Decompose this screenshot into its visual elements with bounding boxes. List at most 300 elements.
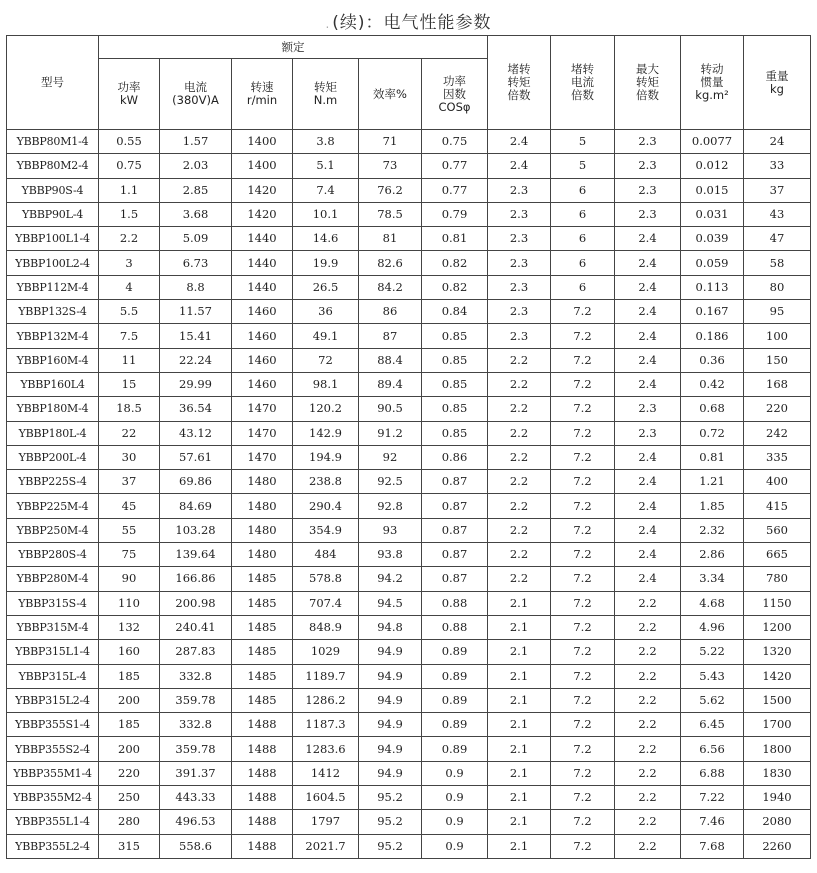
cell-value: 0.42 (681, 372, 744, 396)
cell-value: 7.2 (551, 688, 615, 712)
cell-value: 0.75 (422, 130, 488, 154)
cell-value: 22 (99, 421, 160, 445)
cell-value: 120.2 (293, 397, 359, 421)
cell-value: 238.8 (293, 470, 359, 494)
cell-value: 55 (99, 518, 160, 542)
cell-value: 1488 (232, 786, 293, 810)
cell-value: 0.167 (681, 300, 744, 324)
cell-value: 1480 (232, 494, 293, 518)
cell-value: 2.2 (488, 445, 551, 469)
cell-value: 185 (99, 713, 160, 737)
cell-value: 94.9 (359, 640, 422, 664)
cell-value: 443.33 (160, 786, 232, 810)
cell-value: 94.9 (359, 713, 422, 737)
cell-value: 332.8 (160, 664, 232, 688)
cell-model: YBBP355L1-4 (7, 810, 99, 834)
cell-value: 1830 (744, 761, 811, 785)
cell-value: 0.85 (422, 397, 488, 421)
cell-value: 2.2 (488, 543, 551, 567)
cell-value: 1470 (232, 421, 293, 445)
header-weight: 重量 kg (744, 36, 811, 130)
cell-value: 2.2 (488, 470, 551, 494)
cell-value: 0.031 (681, 202, 744, 226)
cell-value: 2.1 (488, 713, 551, 737)
cell-value: 36.54 (160, 397, 232, 421)
cell-value: 1283.6 (293, 737, 359, 761)
cell-value: 0.9 (422, 810, 488, 834)
cell-value: 2.1 (488, 615, 551, 639)
cell-value: 6 (551, 178, 615, 202)
header-model: 型号 (7, 36, 99, 130)
cell-value: 0.68 (681, 397, 744, 421)
cell-value: 95.2 (359, 834, 422, 858)
cell-value: 2.03 (160, 154, 232, 178)
cell-value: 2260 (744, 834, 811, 858)
cell-value: 4.68 (681, 591, 744, 615)
cell-value: 2.4 (615, 324, 681, 348)
header-power: 功率 kW (99, 59, 160, 130)
cell-value: 2.4 (615, 348, 681, 372)
table-row (7, 834, 811, 858)
cell-value: 2.86 (681, 543, 744, 567)
cell-model: YBBP355M1-4 (7, 761, 99, 785)
cell-value: 200 (99, 688, 160, 712)
cell-value: 2.2 (488, 494, 551, 518)
cell-model: YBBP280S-4 (7, 543, 99, 567)
cell-value: 2.1 (488, 761, 551, 785)
cell-value: 2.4 (615, 567, 681, 591)
cell-value: 47 (744, 227, 811, 251)
cell-value: 332.8 (160, 713, 232, 737)
cell-value: 1420 (232, 178, 293, 202)
cell-model: YBBP315L-4 (7, 664, 99, 688)
cell-value: 3.8 (293, 130, 359, 154)
cell-value: 1460 (232, 300, 293, 324)
header-max-torque: 最大 转矩 倍数 (615, 36, 681, 130)
cell-value: 2.3 (488, 202, 551, 226)
cell-value: 2.2 (615, 713, 681, 737)
cell-value: 3.34 (681, 567, 744, 591)
cell-model: YBBP355L2-4 (7, 834, 99, 858)
cell-model: YBBP355S2-4 (7, 737, 99, 761)
cell-value: 7.2 (551, 810, 615, 834)
header-rated: 额定 (99, 36, 488, 59)
cell-value: 43 (744, 202, 811, 226)
cell-model: YBBP315L2-4 (7, 688, 99, 712)
cell-value: 84.69 (160, 494, 232, 518)
cell-value: 1420 (232, 202, 293, 226)
cell-value: 280 (99, 810, 160, 834)
cell-value: 73 (359, 154, 422, 178)
cell-value: 0.89 (422, 664, 488, 688)
cell-model: YBBP315S-4 (7, 591, 99, 615)
cell-value: 2.2 (488, 372, 551, 396)
cell-value: 220 (99, 761, 160, 785)
cell-value: 94.9 (359, 664, 422, 688)
cell-model: YBBP160L4 (7, 372, 99, 396)
table-row (7, 202, 811, 226)
cell-value: 78.5 (359, 202, 422, 226)
cell-value: 5.1 (293, 154, 359, 178)
cell-value: 1.1 (99, 178, 160, 202)
cell-value: 2.3 (615, 397, 681, 421)
cell-value: 71 (359, 130, 422, 154)
cell-value: 2.3 (488, 300, 551, 324)
cell-value: 707.4 (293, 591, 359, 615)
cell-value: 95.2 (359, 786, 422, 810)
cell-value: 7.2 (551, 664, 615, 688)
cell-value: 88.4 (359, 348, 422, 372)
cell-value: 98.1 (293, 372, 359, 396)
cell-value: 1.85 (681, 494, 744, 518)
cell-model: YBBP112M-4 (7, 275, 99, 299)
cell-value: 2.4 (615, 275, 681, 299)
cell-value: 0.85 (422, 348, 488, 372)
cell-value: 560 (744, 518, 811, 542)
cell-value: 6 (551, 202, 615, 226)
header-torque: 转矩 N.m (293, 59, 359, 130)
cell-value: 7.22 (681, 786, 744, 810)
cell-value: 91.2 (359, 421, 422, 445)
cell-value: 7.2 (551, 494, 615, 518)
table-row (7, 275, 811, 299)
cell-value: 287.83 (160, 640, 232, 664)
cell-value: 1488 (232, 737, 293, 761)
table-row (7, 591, 811, 615)
cell-value: 7.2 (551, 591, 615, 615)
cell-value: 0.82 (422, 251, 488, 275)
cell-value: 92.5 (359, 470, 422, 494)
cell-value: 45 (99, 494, 160, 518)
cell-value: 2.3 (615, 154, 681, 178)
cell-value: 315 (99, 834, 160, 858)
cell-value: 1500 (744, 688, 811, 712)
cell-value: 290.4 (293, 494, 359, 518)
cell-value: 84.2 (359, 275, 422, 299)
cell-value: 484 (293, 543, 359, 567)
cell-value: 1480 (232, 470, 293, 494)
cell-value: 11 (99, 348, 160, 372)
cell-value: 1485 (232, 615, 293, 639)
cell-value: 150 (744, 348, 811, 372)
header-speed: 转速 r/min (232, 59, 293, 130)
cell-value: 2.2 (488, 397, 551, 421)
cell-value: 8.8 (160, 275, 232, 299)
cell-value: 0.81 (681, 445, 744, 469)
cell-value: 92.8 (359, 494, 422, 518)
cell-value: 1029 (293, 640, 359, 664)
cell-value: 2.4 (615, 445, 681, 469)
table-row (7, 445, 811, 469)
cell-value: 1440 (232, 227, 293, 251)
cell-model: YBBP315L1-4 (7, 640, 99, 664)
cell-model: YBBP160M-4 (7, 348, 99, 372)
cell-value: 7.4 (293, 178, 359, 202)
cell-value: 2.3 (488, 178, 551, 202)
cell-value: 2.4 (615, 543, 681, 567)
table-row (7, 664, 811, 688)
cell-value: 89.4 (359, 372, 422, 396)
cell-value: 6 (551, 227, 615, 251)
cell-value: 2.2 (488, 567, 551, 591)
cell-model: YBBP90L-4 (7, 202, 99, 226)
cell-value: 1412 (293, 761, 359, 785)
cell-value: 160 (99, 640, 160, 664)
cell-value: 0.87 (422, 518, 488, 542)
header-locked-current: 堵转 电流 倍数 (551, 36, 615, 130)
cell-value: 0.012 (681, 154, 744, 178)
cell-model: YBBP80M2-4 (7, 154, 99, 178)
cell-model: YBBP280M-4 (7, 567, 99, 591)
cell-value: 1485 (232, 664, 293, 688)
cell-value: 1480 (232, 543, 293, 567)
page-title (0, 8, 817, 33)
cell-value: 7.2 (551, 737, 615, 761)
cell-value: 57.61 (160, 445, 232, 469)
table-row (7, 786, 811, 810)
cell-value: 0.9 (422, 761, 488, 785)
cell-value: 0.86 (422, 445, 488, 469)
cell-value: 1.21 (681, 470, 744, 494)
cell-value: 1150 (744, 591, 811, 615)
title-prefix: . (325, 17, 331, 31)
table-row (7, 567, 811, 591)
cell-value: 220 (744, 397, 811, 421)
cell-value: 0.89 (422, 713, 488, 737)
cell-value: 2.85 (160, 178, 232, 202)
table-row (7, 737, 811, 761)
cell-model: YBBP100L1-4 (7, 227, 99, 251)
cell-value: 0.039 (681, 227, 744, 251)
cell-value: 2.4 (615, 372, 681, 396)
cell-value: 2.3 (615, 130, 681, 154)
cell-value: 103.28 (160, 518, 232, 542)
cell-value: 7.2 (551, 372, 615, 396)
cell-value: 250 (99, 786, 160, 810)
cell-value: 2.4 (488, 154, 551, 178)
table-row (7, 324, 811, 348)
cell-value: 75 (99, 543, 160, 567)
cell-value: 10.1 (293, 202, 359, 226)
cell-value: 2.1 (488, 834, 551, 858)
cell-value: 95.2 (359, 810, 422, 834)
cell-value: 72 (293, 348, 359, 372)
cell-value: 93.8 (359, 543, 422, 567)
cell-value: 2.3 (488, 227, 551, 251)
cell-value: 200 (99, 737, 160, 761)
table-row (7, 494, 811, 518)
table-row (7, 761, 811, 785)
cell-value: 93 (359, 518, 422, 542)
cell-value: 0.85 (422, 324, 488, 348)
cell-value: 0.87 (422, 543, 488, 567)
cell-value: 22.24 (160, 348, 232, 372)
cell-value: 2.4 (615, 518, 681, 542)
cell-value: 2.2 (615, 640, 681, 664)
cell-value: 1.5 (99, 202, 160, 226)
cell-value: 5.62 (681, 688, 744, 712)
cell-value: 76.2 (359, 178, 422, 202)
cell-value: 335 (744, 445, 811, 469)
table-row (7, 154, 811, 178)
cell-value: 0.77 (422, 178, 488, 202)
cell-value: 6 (551, 251, 615, 275)
cell-value: 3.68 (160, 202, 232, 226)
cell-value: 0.015 (681, 178, 744, 202)
cell-value: 2.2 (615, 591, 681, 615)
cell-value: 0.36 (681, 348, 744, 372)
cell-value: 4.96 (681, 615, 744, 639)
cell-value: 6.73 (160, 251, 232, 275)
table-row (7, 640, 811, 664)
header-power-factor: 功率 因数 COSφ (422, 59, 488, 130)
cell-value: 37 (99, 470, 160, 494)
cell-value: 142.9 (293, 421, 359, 445)
cell-value: 24 (744, 130, 811, 154)
cell-value: 7.2 (551, 713, 615, 737)
table-row (7, 615, 811, 639)
header-current: 电流 (380V)A (160, 59, 232, 130)
cell-value: 6 (551, 275, 615, 299)
cell-value: 2.2 (615, 786, 681, 810)
cell-value: 1800 (744, 737, 811, 761)
cell-value: 200.98 (160, 591, 232, 615)
cell-value: 2.3 (488, 251, 551, 275)
header-locked-torque: 堵转 转矩 倍数 (488, 36, 551, 130)
cell-value: 2.3 (615, 421, 681, 445)
cell-model: YBBP132S-4 (7, 300, 99, 324)
cell-value: 7.2 (551, 324, 615, 348)
cell-model: YBBP225M-4 (7, 494, 99, 518)
cell-value: 0.89 (422, 688, 488, 712)
cell-value: 2.1 (488, 640, 551, 664)
table-row (7, 688, 811, 712)
cell-value: 2.2 (615, 664, 681, 688)
cell-value: 2.1 (488, 688, 551, 712)
cell-value: 2.4 (615, 494, 681, 518)
cell-value: 0.82 (422, 275, 488, 299)
cell-value: 1400 (232, 130, 293, 154)
table-row (7, 713, 811, 737)
cell-value: 2.1 (488, 786, 551, 810)
cell-value: 2.3 (488, 275, 551, 299)
cell-value: 7.2 (551, 567, 615, 591)
cell-value: 2.3 (615, 202, 681, 226)
cell-value: 7.2 (551, 397, 615, 421)
cell-value: 1460 (232, 372, 293, 396)
cell-value: 2.32 (681, 518, 744, 542)
cell-value: 81 (359, 227, 422, 251)
cell-value: 94.8 (359, 615, 422, 639)
cell-value: 780 (744, 567, 811, 591)
cell-value: 7.68 (681, 834, 744, 858)
cell-value: 0.72 (681, 421, 744, 445)
header-inertia: 转动 惯量 kg.m² (681, 36, 744, 130)
cell-value: 2.2 (488, 348, 551, 372)
cell-value: 30 (99, 445, 160, 469)
cell-value: 7.2 (551, 421, 615, 445)
cell-value: 80 (744, 275, 811, 299)
cell-value: 1460 (232, 348, 293, 372)
cell-value: 2.4 (615, 251, 681, 275)
cell-value: 7.2 (551, 640, 615, 664)
cell-value: 2.1 (488, 810, 551, 834)
cell-value: 6.56 (681, 737, 744, 761)
cell-model: YBBP315M-4 (7, 615, 99, 639)
cell-value: 0.059 (681, 251, 744, 275)
cell-value: 1604.5 (293, 786, 359, 810)
cell-value: 1420 (744, 664, 811, 688)
cell-value: 7.2 (551, 518, 615, 542)
cell-value: 0.186 (681, 324, 744, 348)
cell-model: YBBP180L-4 (7, 421, 99, 445)
cell-value: 19.9 (293, 251, 359, 275)
cell-value: 240.41 (160, 615, 232, 639)
cell-value: 7.2 (551, 300, 615, 324)
cell-value: 7.2 (551, 348, 615, 372)
cell-value: 391.37 (160, 761, 232, 785)
header-efficiency: 效率% (359, 59, 422, 130)
cell-value: 86 (359, 300, 422, 324)
cell-value: 7.2 (551, 615, 615, 639)
table-row (7, 178, 811, 202)
table-row (7, 421, 811, 445)
cell-value: 5 (551, 154, 615, 178)
cell-value: 578.8 (293, 567, 359, 591)
cell-value: 2.2 (488, 421, 551, 445)
cell-value: 2.4 (615, 470, 681, 494)
cell-value: 1320 (744, 640, 811, 664)
cell-value: 2.2 (615, 615, 681, 639)
cell-value: 0.9 (422, 786, 488, 810)
cell-value: 5.09 (160, 227, 232, 251)
cell-value: 2.2 (615, 810, 681, 834)
cell-model: YBBP180M-4 (7, 397, 99, 421)
cell-value: 7.2 (551, 445, 615, 469)
table-row (7, 348, 811, 372)
cell-value: 1440 (232, 275, 293, 299)
cell-value: 2.2 (99, 227, 160, 251)
cell-value: 0.84 (422, 300, 488, 324)
cell-value: 1470 (232, 445, 293, 469)
table-row (7, 372, 811, 396)
cell-value: 1470 (232, 397, 293, 421)
cell-value: 1797 (293, 810, 359, 834)
cell-value: 2.1 (488, 737, 551, 761)
table-body (7, 130, 811, 859)
cell-value: 5.43 (681, 664, 744, 688)
cell-model: YBBP80M1-4 (7, 130, 99, 154)
cell-value: 94.5 (359, 591, 422, 615)
cell-model: YBBP355S1-4 (7, 713, 99, 737)
cell-value: 7.2 (551, 543, 615, 567)
table-row (7, 397, 811, 421)
cell-value: 2.4 (615, 227, 681, 251)
cell-value: 2.3 (488, 324, 551, 348)
cell-value: 185 (99, 664, 160, 688)
cell-value: 6.45 (681, 713, 744, 737)
cell-value: 5.5 (99, 300, 160, 324)
cell-value: 94.2 (359, 567, 422, 591)
cell-value: 558.6 (160, 834, 232, 858)
cell-value: 1200 (744, 615, 811, 639)
cell-value: 49.1 (293, 324, 359, 348)
cell-value: 2021.7 (293, 834, 359, 858)
cell-value: 496.53 (160, 810, 232, 834)
cell-value: 0.55 (99, 130, 160, 154)
cell-value: 11.57 (160, 300, 232, 324)
cell-value: 2.4 (615, 300, 681, 324)
